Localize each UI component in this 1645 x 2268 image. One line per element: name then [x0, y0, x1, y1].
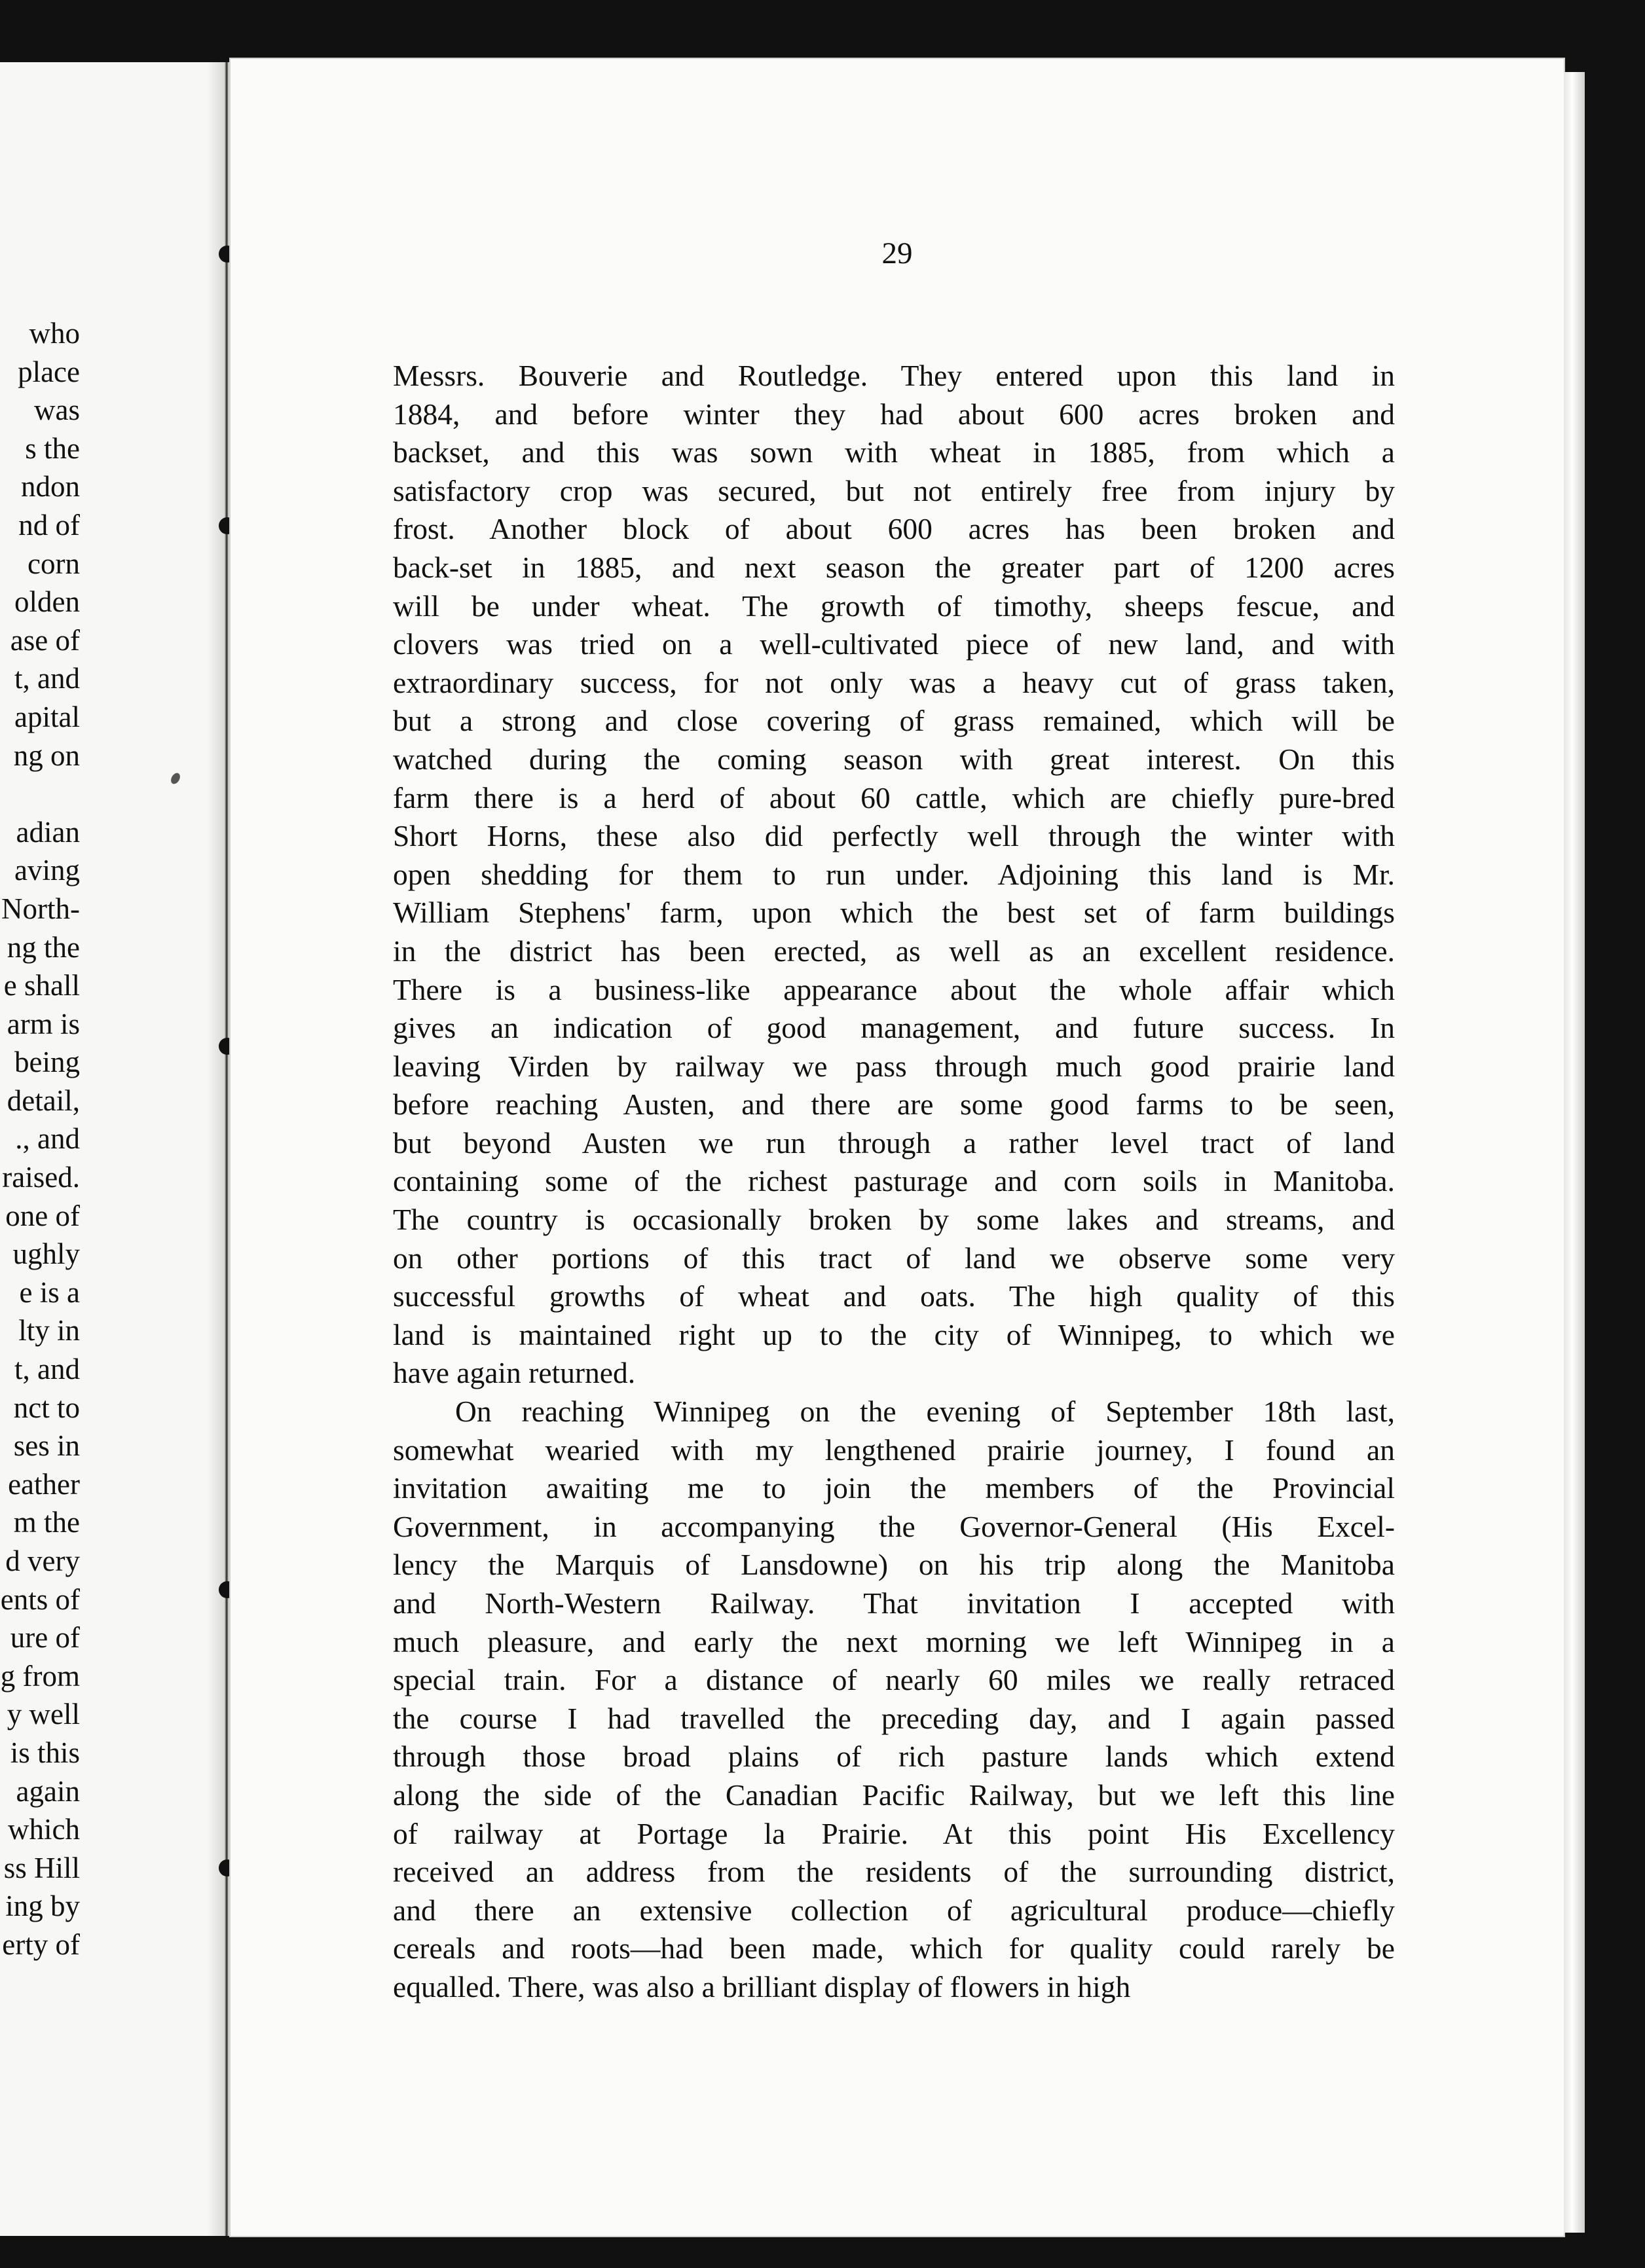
text-fragment: ughly [12, 1237, 80, 1271]
text-line: equalled. There, was also a brilliant display of flowers in high [393, 1969, 1131, 2003]
page-body-text [393, 357, 1395, 2007]
text-fragment: lty in [18, 1314, 80, 1347]
text-line: frost. Another block of about 600 acres has been broken and [393, 512, 1395, 546]
page-edge-shadow [1564, 72, 1585, 2233]
text-fragment: apital [14, 700, 80, 733]
text-line: On reaching Winnipeg on the evening of September 18th last, [455, 1395, 1395, 1429]
text-line: but beyond Austen we run through a rather level tract of land [393, 1125, 1395, 1160]
text-fragment: who [29, 317, 80, 350]
text-fragment: e shall [3, 969, 80, 1002]
text-line: extraordinary success, for not only was a heavy cut of grass taken, [393, 665, 1395, 699]
text-line: on other portions of this tract of land we observe some very [393, 1241, 1395, 1275]
text-fragment: s the [25, 431, 80, 465]
text-fragment: ase of [10, 623, 80, 657]
text-line: leaving Virden by railway we pass through much good prairie land [393, 1049, 1395, 1083]
text-fragment: t, and [14, 1353, 80, 1386]
text-line: 1884, and before winter they had about 600 acres broken and [393, 397, 1395, 431]
text-fragment: was [34, 393, 80, 427]
text-line: William Stephens' farm, upon which the best set of farm buildings [393, 896, 1395, 930]
text-fragment: adian [16, 815, 80, 849]
paragraph-2 [393, 1393, 1395, 2007]
text-line: Short Horns, these also did perfectly well through the winter with [393, 819, 1395, 853]
text-fragment: d very [5, 1545, 80, 1577]
text-line: will be under wheat. The growth of timothy, sheeps fescue, and [393, 589, 1395, 623]
text-fragment: nd of [18, 508, 80, 541]
text-fragment: ng on [13, 739, 80, 772]
text-fragment: arm is [7, 1007, 80, 1040]
ink-mark [169, 771, 181, 786]
text-line: in the district has been erected, as well as an excellent residence. [393, 934, 1395, 968]
text-line: somewhat wearied with my lengthened prairie journey, I found an [393, 1433, 1395, 1467]
text-line: and there an extensive collection of agricultural produce—chiefly [393, 1893, 1395, 1927]
text-line: received an address from the residents of the surrounding district, [393, 1855, 1395, 1889]
text-line: gives an indication of good management, and future success. In [393, 1011, 1395, 1045]
text-fragment: m the [13, 1506, 80, 1539]
text-line: the course I had travelled the preceding day, and I again passed [393, 1701, 1395, 1735]
text-line: land is maintained right up to the city of Winnipeg, to which we [393, 1317, 1395, 1351]
text-line: Messrs. Bouverie and Routledge. They entered upon this land in [393, 359, 1395, 392]
text-line: open shedding for them to run under. Adjoining this land is Mr. [393, 857, 1395, 891]
text-fragment: one of [5, 1199, 80, 1232]
text-fragment: North- [1, 892, 80, 925]
text-fragment: is this [10, 1736, 80, 1769]
text-line: watched during the coming season with great interest. On this [393, 742, 1395, 776]
text-fragment: again [16, 1774, 80, 1808]
text-line: satisfactory crop was secured, but not entirely free from injury by [393, 473, 1395, 507]
text-line: Government, in accompanying the Governor-General (His Excel- [393, 1509, 1395, 1543]
text-fragment: olden [14, 585, 80, 619]
text-fragment: being [14, 1046, 80, 1079]
text-fragment: ure of [10, 1621, 80, 1655]
text-line: have again returned. [393, 1356, 636, 1390]
text-line: invitation awaiting me to join the members of the Provincial [393, 1471, 1395, 1505]
text-line: lency the Marquis of Lansdowne) on his trip along the Manitoba [393, 1548, 1395, 1582]
text-line: successful growths of wheat and oats. The high quality of this [393, 1279, 1395, 1313]
text-line: There is a business-like appearance about the whole affair which [393, 972, 1395, 1006]
text-line: through those broad plains of rich pasture lands which extend [393, 1740, 1395, 1774]
paragraph-1 [393, 357, 1395, 1393]
text-line: but a strong and close covering of grass remained, which will be [393, 704, 1395, 738]
text-fragment: erty of [2, 1928, 80, 1961]
previous-page-strip [0, 62, 229, 2236]
text-fragment: e is a [19, 1275, 80, 1309]
text-fragment: ents of [0, 1582, 80, 1616]
text-line: farm there is a herd of about 60 cattle, which are chiefly pure-bred [393, 780, 1395, 814]
text-line: special train. For a distance of nearly 60 miles we really retraced [393, 1663, 1395, 1697]
text-fragment: place [18, 355, 80, 388]
text-line: of railway at Portage la Prairie. At this point His Excellency [393, 1816, 1395, 1850]
previous-page-text-fragments [0, 314, 80, 1964]
text-fragment: ng the [7, 930, 80, 964]
text-line: containing some of the richest pasturage and corn soils in Manitoba. [393, 1164, 1395, 1198]
page-number: 29 [881, 236, 913, 270]
text-line: The country is occasionally broken by some lakes and streams, and [393, 1203, 1395, 1237]
text-fragment [0, 775, 80, 813]
text-line: and North-Western Railway. That invitation I accepted with [393, 1586, 1395, 1620]
text-line: much pleasure, and early the next morning we left Winnipeg in a [393, 1624, 1395, 1658]
page-29 [231, 59, 1564, 2236]
text-fragment: g from [0, 1659, 80, 1692]
text-fragment: ss Hill [3, 1851, 80, 1884]
text-fragment: t, and [14, 662, 80, 695]
text-fragment: y well [7, 1698, 80, 1731]
text-fragment: aving [14, 854, 80, 887]
text-fragment: which [8, 1813, 80, 1846]
text-line: cereals and roots—had been made, which for quality could rarely be [393, 1931, 1395, 1966]
text-fragment: eather [8, 1467, 80, 1501]
text-line: back-set in 1885, and next season the greater part of 1200 acres [393, 550, 1395, 584]
text-line: along the side of the Canadian Pacific Railway, but we left this line [393, 1778, 1395, 1812]
text-fragment: raised. [2, 1161, 80, 1194]
text-line: clovers was tried on a well-cultivated piece of new land, and with [393, 627, 1395, 661]
text-fragment: corn [28, 547, 80, 580]
text-fragment: ., and [15, 1122, 80, 1156]
text-fragment: ndon [21, 470, 80, 503]
text-fragment: nct to [13, 1391, 80, 1424]
text-line: backset, and this was sown with wheat in 1885, from which a [393, 435, 1395, 469]
text-fragment: ing by [5, 1890, 80, 1923]
text-fragment: ses in [13, 1429, 80, 1463]
text-line: before reaching Austen, and there are some good farms to be seen, [393, 1088, 1395, 1122]
text-fragment: detail, [7, 1084, 80, 1117]
